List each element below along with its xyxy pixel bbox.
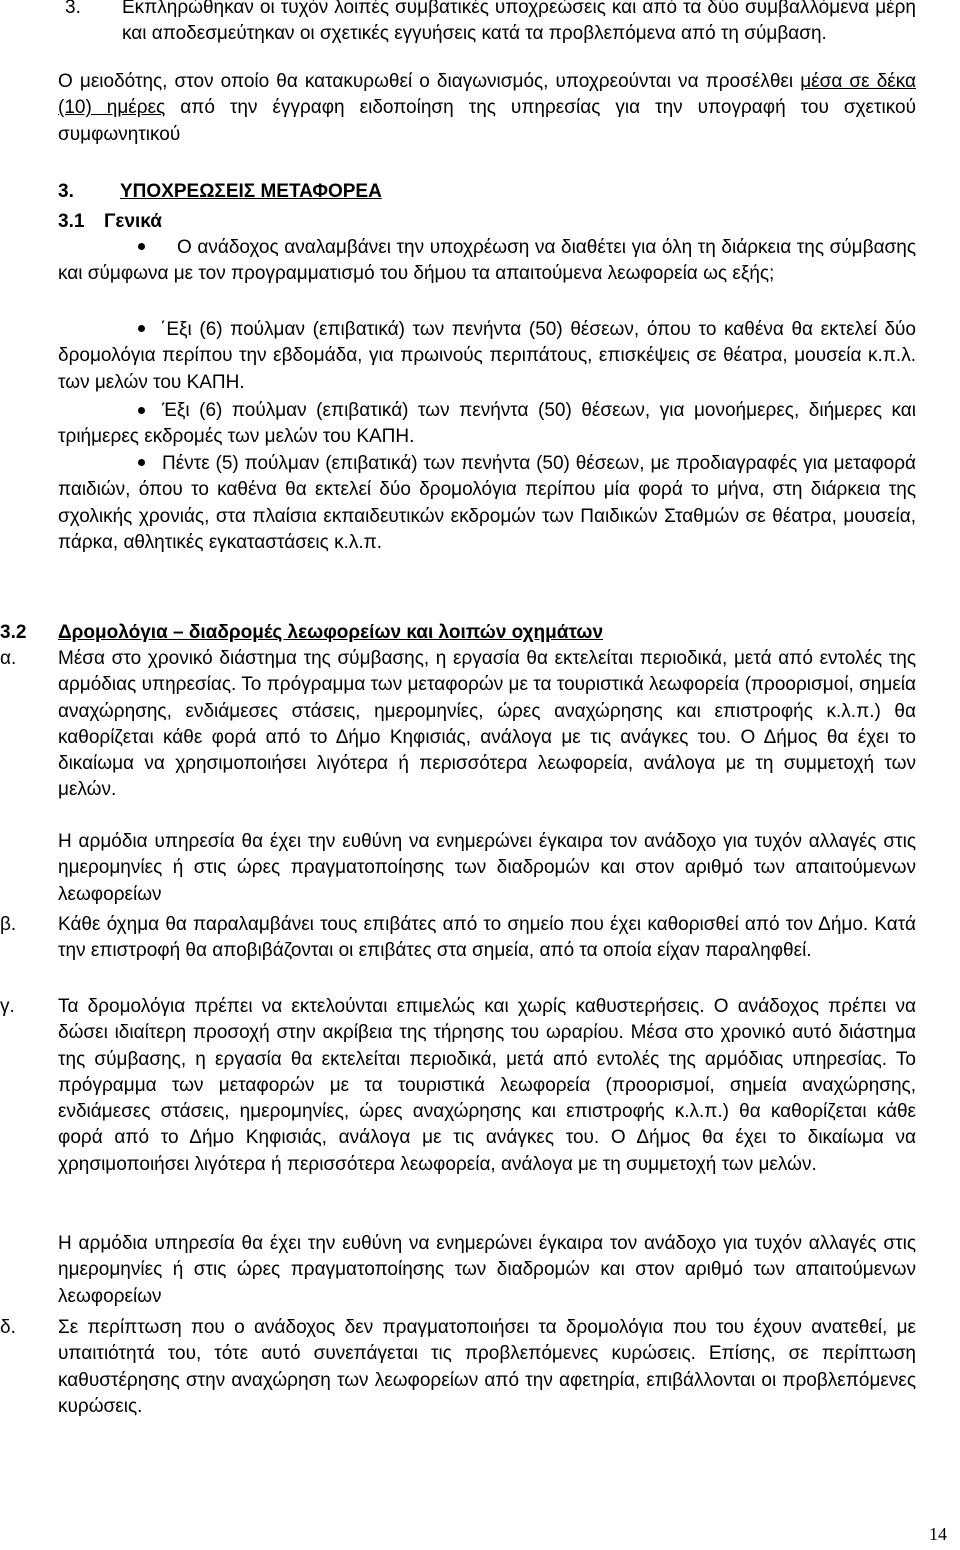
contractor-text-pre: Ο μειοδότης, στον οποίο θα κατακυρωθεί ο διαγωνισμός, υποχρεούνται να προσέλθει: [58, 71, 801, 92]
contractor-deadline: μέσα σε δέκα (10) ημέρες: [58, 71, 916, 119]
item-paragraph: Η αρμόδια υπηρεσία θα έχει την ευθύνη να ενημερώνει έγκαιρα τον ανάδοχο για τυχόν αλλαγές στις ημερομηνίες ή στις ώρες πραγματοποίησης των διαδρομών και στον αριθμό των απαιτούμενων λεωφορείων: [58, 831, 916, 905]
contractor-text-post: από την έγγραφη ειδοποίηση της υπηρεσίας για την υπογραφή του σχετικού συμφωνητικού: [58, 97, 916, 145]
section-3-1-title: Γενικά: [104, 211, 162, 232]
item-paragraph: Η αρμόδια υπηρεσία θα έχει την ευθύνη να ενημερώνει έγκαιρα τον ανάδοχο για τυχόν αλλαγές στις ημερομηνίες ή στις ώρες πραγματοποίησης των διαδρομών και στον αριθμό των απαιτούμενων λεωφορείων: [58, 1233, 916, 1307]
page-number: 14: [929, 1524, 947, 1544]
item-marker: γ.: [0, 996, 15, 1017]
bullet-item: Πέντε (5) πούλμαν (επιβατικά) των πενήντα (50) θέσεων, με προδιαγραφές για μεταφορά παιδιών, όπου το καθένα θα εκτελεί δύο δρομολόγια περίπου μία φορά το μήνα, στη διάρκεια της σχολικής χρονιάς, στα πλαίσια εκπαιδευτικών εκδρομών των Παιδικών Σταθμών σε θέατρα, μουσεία, πάρκα, αθλητικές εγκαταστάσεις κ.λ.π.: [58, 453, 916, 553]
item-paragraph: Τα δρομολόγια πρέπει να εκτελούνται επιμελώς και χωρίς καθυστερήσεις. Ο ανάδοχος πρέπει να δώσει ιδιαίτερη προσοχή στην ακρίβεια της τήρησης του ωραρίου. Μέσα στο χρονικό αυτό διάστημα της σύμβασης, η εργασία θα εκτελείται περιοδικά, μετά από εντολές της αρμόδιας υπηρεσίας. Το πρόγραμμα των μεταφορών με τα τουριστικά λεωφορεία (προορισμοί, σημεία αναχώρησης, ενδιάμεσες στάσεις, ημερομηνίες, ώρες αναχώρησης και επιστροφής κ.λ.π.) θα καθορίζεται κάθε φορά από το Δήμο Κηφισιάς, ανάλογα με τις ανάγκες του. Ο Δήμος θα έχει το δικαίωμα να χρησιμοποιήσει λιγότερα ή περισσότερα λεωφορεία, ανάλογα με τη συμμετοχή των μελών.: [58, 996, 916, 1175]
bullet-item: Ο ανάδοχος αναλαμβάνει την υποχρέωση να διαθέτει για όλη τη διάρκεια της σύμβασης και σύμφωνα με τον προγραμματισμό του δήμου τα απαιτούμενα λεωφορεία ως εξής;: [58, 237, 916, 285]
section-3-title: ΥΠΟΧΡΕΩΣΕΙΣ ΜΕΤΑΦΟΡΕΑ: [120, 181, 382, 202]
item-marker: α.: [0, 648, 17, 669]
section-3-2-number: 3.2: [0, 622, 27, 643]
item-paragraph: Σε περίπτωση που ο ανάδοχος δεν πραγματοποιήσει τα δρομολόγια που του έχουν ανατεθεί, με υπαιτιότητά του, τότε αυτό συνεπάγεται τις προβλεπόμενες κυρώσεις. Επίσης, σε περίπτωση καθυστέρησης στην αναχώρηση των λεωφορείων από την αφετηρία, επιβάλλονται οι προβλεπόμενες κυρώσεις.: [58, 1317, 916, 1417]
item-number: 3.: [65, 0, 81, 18]
item-paragraph: Κάθε όχημα θα παραλαμβάνει τους επιβάτες από το σημείο που έχει καθορισθεί από τον Δήμο. Κατά την επιστροφή θα αποβιβάζονται οι επιβάτες στα σημεία, από τα οποία είχαν παραληφθεί.: [58, 914, 916, 962]
contractor-paragraph: [58, 69, 916, 148]
bullet-item: Έξι (6) πούλμαν (επιβατικά) των πενήντα (50) θέσεων, για μονοήμερες, διήμερες και τριήμερες εκδρομές των μελών του ΚΑΠΗ.: [58, 400, 916, 448]
section-3-2-title: Δρομολόγια – διαδρομές λεωφορείων και λοιπών οχημάτων: [58, 622, 604, 643]
bullet-item: ΄Εξι (6) πούλμαν (επιβατικά) των πενήντα (50) θέσεων, όπου το καθένα θα εκτελεί δύο δρομολόγια περίπου την εβδομάδα, για πρωινούς περιπάτους, επισκέψεις σε θέατρα, μουσεία κ.π.λ. των μελών του ΚΑΠΗ.: [58, 319, 916, 393]
item-marker: δ.: [0, 1317, 16, 1338]
section-3-number: 3.: [58, 181, 74, 202]
item-marker: β.: [0, 914, 17, 935]
item-3-text: Εκπληρώθηκαν οι τυχόν λοιπές συμβατικές υποχρεώσεις και από τα δύο συμβαλλόμενα μέρη και αποδεσμεύτηκαν οι σχετικές εγγυήσεις κατά τα προβλεπόμενα από τη σύμβαση.: [122, 0, 916, 45]
item-paragraph: Μέσα στο χρονικό διάστημα της σύμβασης, η εργασία θα εκτελείται περιοδικά, μετά από εντολές της αρμόδιας υπηρεσίας. Το πρόγραμμα των μεταφορών με τα τουριστικά λεωφορεία (προορισμοί, σημεία αναχώρησης, ενδιάμεσες στάσεις, ημερομηνίες, ώρες αναχώρησης και επιστροφής κ.λ.π.) θα καθορίζεται κάθε φορά από το Δήμο Κηφισιάς, ανάλογα με τις ανάγκες του. Ο Δήμος θα έχει το δικαίωμα να χρησιμοποιήσει λιγότερα ή περισσότερα λεωφορεία, ανάλογα με τη συμμετοχή των μελών.: [58, 648, 916, 801]
section-3-1-number: 3.1: [58, 211, 85, 232]
